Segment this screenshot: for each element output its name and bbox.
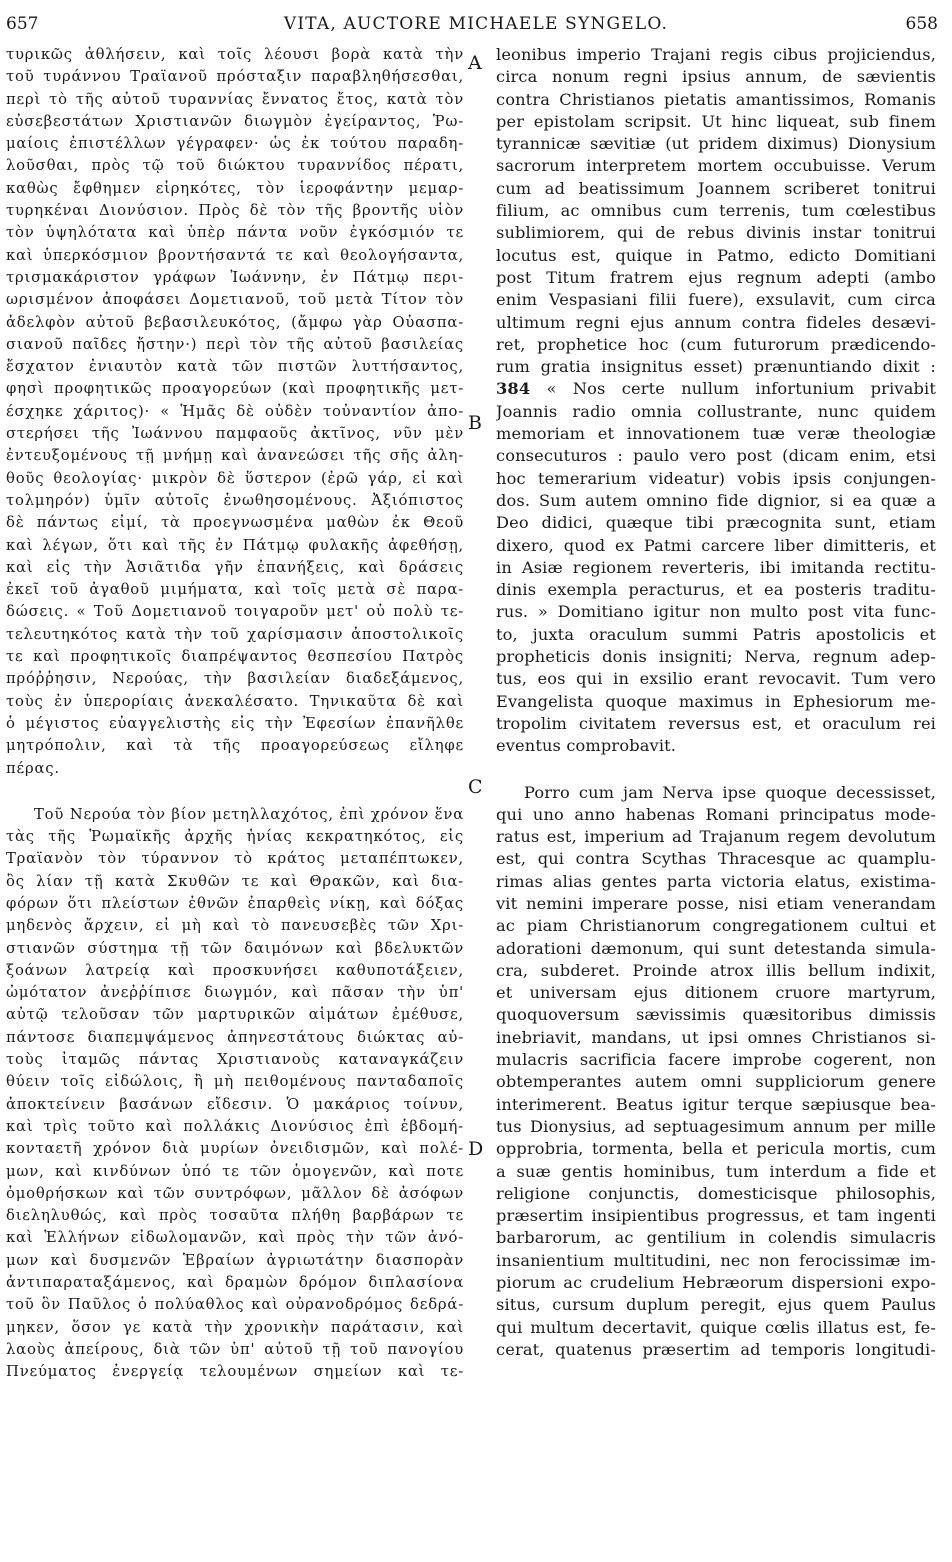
text-line: religione conjunctis, domesticisque philosophis, xyxy=(496,1183,936,1203)
text-line: mulacris sacrificia facere improbe cogerent, non xyxy=(496,1050,936,1070)
text-line: opprobria, tormenta, bella et pericula mortis, cum xyxy=(496,1139,936,1159)
text-line: εὐσεβεστάτων Χριστιανῶν διωγμὸν ἐγείραντος, Ῥω- xyxy=(6,112,464,130)
greek-paragraph-1 xyxy=(6,44,464,780)
text-line: ἀποκτείνειν βασάνων εἴδεσιν. Ὁ μακάριος τοίνυν, xyxy=(6,1095,464,1113)
text-line: μων καὶ δυσμενῶν Ἑβραίων ἀγριωτάτην διασπορὰν xyxy=(6,1251,464,1269)
text-line: θοῦς θεολογίας· μικρὸν δὲ ὕστερον (ἐρῶ γάρ, εἰ καὶ xyxy=(6,469,464,487)
text-line: dinis exempla peracturus, et ea posteris traditu- xyxy=(496,580,936,600)
text-line: cerat, quatenus præsertim ad temporis longitudi- xyxy=(496,1339,936,1359)
text-line: φησὶ προφητικῶς προαγορεύων (καὶ προφητικῆς μετ- xyxy=(6,380,464,398)
text-line: ωρισμένον ἀποφάσει Δομετιανοῦ, τοῦ μετὰ Τίτον τὸν xyxy=(6,291,464,309)
text-line: a suæ gentis hominibus, tum interdum a fide et xyxy=(496,1161,936,1181)
text-line: ὁμοθρήσκων καὶ τῶν συντρόφων, μᾶλλον δὲ ἀσόφων xyxy=(6,1184,464,1202)
latin-paragraph-1-continued xyxy=(496,401,936,758)
text-line: consecuturos : paulo vero post (dicam enim, etsi xyxy=(496,446,936,466)
text-line: λοῦσθαι, πρὸς τῷ τοῦ διώκτου τυραννίδος πέρατι, xyxy=(6,157,464,175)
text-line: qui multum decertavit, quique cœlis illatus est, fe- xyxy=(496,1317,936,1337)
text-line: Joannis radio omnia collustrante, nunc quidem xyxy=(496,401,936,421)
text-line: διεληλυθώς, καὶ πρὸς τοσαῦτα πλήθη βαρβάρων τε xyxy=(6,1207,464,1225)
text-line: δώσεις. « Τοῦ Δομετιανοῦ τοιγαροῦν μετ' οὐ πολὺ τε- xyxy=(6,603,464,621)
text-line: et universam ejus ditionem cruore martyrum, xyxy=(496,983,936,1003)
text-line: καὶ εἰς τὴν Ἀσιᾶτιδα γῆν ἐπανήξεις, καὶ δράσεις xyxy=(6,558,464,576)
text-line: κονταετῆ χρόνον διὰ μυρίων ὀνειδισμῶν, καὶ πολέ- xyxy=(6,1140,464,1158)
text-line: τολμηρόν) ὑμῖν αὐτοῖς ἑνωθησομένους. Ἀξιόπιστος xyxy=(6,491,464,509)
text-line: μων, καὶ κινδύνων ὑπό τε τῶν ὁμογενῶν, καὶ ποτε xyxy=(6,1162,464,1180)
text-line: dos. Sum autem omnino fide dignior, si ea quæ a xyxy=(496,490,936,510)
text-line: interimerent. Beatus igitur terque sæpiusque bea- xyxy=(496,1094,936,1114)
text-line: ἐντευξομένους τῇ μνήμῃ καὶ ἀνανεώσει τῆς σῆς ἀλη- xyxy=(6,447,464,465)
text-line: ξοάνων λατρείᾳ καὶ προσκυνήσει καθυποτάξειεν, xyxy=(6,961,464,979)
page-number-right: 658 xyxy=(905,14,938,34)
text-line: Τοῦ Νερούα τὸν βίον μετηλλαχότος, ἐπὶ χρόνον ἕνα xyxy=(34,805,464,823)
text-line: τελευτηκότος κατὰ τὴν τοῦ χαρίσμασιν ἀποστολικοῖς xyxy=(6,625,464,643)
text-line: cum ad beatissimum Joannem scriberet tonitrui xyxy=(496,178,936,198)
text-line: τὸν ὑψηλότατα καὶ ὑπὲρ πάντα νοῦν ἐγκόσμιόν τε xyxy=(6,224,464,242)
text-line: piorum ac crudelium Hebræorum dispersioni expo- xyxy=(496,1273,936,1293)
text-line: memoriam et innovationem tuæ veræ theologiæ xyxy=(496,424,936,444)
text-line: σιανοῦ παῖδες ἤστην·) περὶ τὸν τῆς αὐτοῦ βασιλείας xyxy=(6,335,464,353)
text-line: Deo didici, quæque tibi præcognita sunt, etiam xyxy=(496,513,936,533)
text-line: est, qui contra Scythas Thracesque ac quamplu- xyxy=(496,849,936,869)
text-line: αὐτῷ τελοῦσαν τῶν μαρτυρικῶν αἱμάτων ἐμέθυσε, xyxy=(6,1006,464,1024)
text-line: τοῦ τυράννου Τραϊανοῦ πρόσταξιν παραβληθήσεσθαι, xyxy=(6,68,464,86)
text-line: cra, subderet. Proinde atrox illis bellum indixit, xyxy=(496,960,936,980)
text-line: ἐκεῖ τοῦ ἀγαθοῦ μιμήματα, καὶ τοῖς μετὰ σὲ παρα- xyxy=(6,581,464,599)
text-line: τοὺς ἰταμῶς πάντας Χριστιανοὺς καταναγκάζειν xyxy=(6,1051,464,1069)
text-line: ratus est, imperium ad Trajanum regem devolutum xyxy=(496,827,936,847)
text-line: in Asiæ regionem reverteris, ibi imitanda rectitu- xyxy=(496,557,936,577)
text-line: μηδενὸς ἄρχειν, εἰ μὴ καὶ τὸ πανευσεβὲς τῶν Χρι- xyxy=(6,917,464,935)
text-line: sublimiorem, qui de rebus divinis instar tonitrui xyxy=(496,223,936,243)
text-line: ὠμότατον ἀνεῤῥίπισε διωγμόν, καὶ πᾶσαν τὴν ὑπ' xyxy=(6,984,464,1002)
text-line: tus Dionysius, ad septuagesimum annum per mille xyxy=(496,1116,936,1136)
text-line: insanientium multitudini, nec non ferocissimæ im- xyxy=(496,1250,936,1270)
text-line: ὁ μέγιστος εὐαγγελιστὴς εἰς τὴν Ἐφεσίων ἐπανῆλθε xyxy=(6,714,464,732)
text-line: ret, prophetice hoc (cum futurorum prædicendo- xyxy=(496,334,936,354)
text-line: μηκεν, ὅσον γε κατὰ τὴν χρονικὴν παράτασιν, καὶ xyxy=(6,1318,464,1336)
page-number-left: 657 xyxy=(6,14,39,34)
running-title: VITA, AUCTORE MICHAELE SYNGELO. xyxy=(283,14,669,34)
text-line: tropolim civitatem reversus est, et oraculum rei xyxy=(496,713,936,733)
text-line: τυρικῶς ἀθλήσειν, καὶ τοῖς λέουσι βορὰ κατὰ τὴν xyxy=(6,46,464,63)
text-line: φόρων ὅτι πλείστων ἐθνῶν ἐπαρθεὶς νίκῃ, καὶ δόξας xyxy=(6,894,464,912)
margin-marker-d: D xyxy=(468,1138,484,1160)
text-line: περὶ τὸ τῆς αὐτοῦ τυραννίας ἔννατος ἔτος, κατὰ τὸν xyxy=(6,90,464,108)
text-line: quoquoversum sævissimis quæsitoribus dimissis xyxy=(496,1005,936,1025)
text-line: τυρηκέναι Διονύσιον. Πρὸς δὲ τὸν τῆς βροντῆς υἱὸν xyxy=(6,202,464,220)
text-line: έσχηκε χάριτος)· « Ἡμᾶς δὲ οὐδὲν τοὐναντίον ἀπο- xyxy=(6,402,464,420)
text-line: barbarorum, ac gentilium in colendis simulacris xyxy=(496,1228,936,1248)
text-line: Porro cum jam Nerva ipse quoque decessisset, xyxy=(524,782,936,802)
text-line: dixero, quod ex Patmi carcere liber dimitteris, et xyxy=(496,535,936,555)
text-line: ἀδελφὸν αὐτοῦ βεβασιλευκότος, (ἄμφω γὰρ Οὐασπα- xyxy=(6,313,464,331)
text-line: ἔσχατον ἐνιαυτὸν κατὰ τῶν πιστῶν λυττήσαντος, xyxy=(6,358,464,376)
greek-column xyxy=(6,44,464,1384)
text-line: obtemperantes autem omni suppliciorum genere xyxy=(496,1072,936,1092)
latin-chapter-line xyxy=(496,378,936,400)
latin-text-line: « Nos certe nullum infortunium privabit xyxy=(530,379,936,399)
text-line: δὲ πάντως εἰμί, τὰ προεγνωσμένα μαθὼν ἐκ Θεοῦ xyxy=(6,514,464,532)
text-line: to, juxta oraculum summi Patris apostolicis et xyxy=(496,624,936,644)
text-line: Τραϊανὸν τὸν τύραννον τὸ κράτος μεταπέπτωκεν, xyxy=(6,850,464,868)
text-line: τρισμακάριστον γράφων Ἰωάννην, ἐν Πάτμῳ περι- xyxy=(6,268,464,286)
text-line: ac piam Christianorum congregationem cultui et xyxy=(496,916,936,936)
latin-paragraph-2 xyxy=(496,782,936,1362)
text-line: eventus comprobavit. xyxy=(496,736,677,756)
latin-paragraph-1 xyxy=(496,44,936,378)
text-line: rimas alias gentes parta victoria elatus, existima- xyxy=(496,871,936,891)
text-line: καὶ τρὶς τοῦτο καὶ πολλάκις Διονύσιος ἐπὶ ἑβδομή- xyxy=(6,1117,464,1135)
text-line: πέρας. xyxy=(6,759,60,777)
text-line: qui uno anno habenas Romani principatus mode- xyxy=(496,804,936,824)
text-line: locutus est, quique in Patmo, edicto Domitiani xyxy=(496,245,936,265)
text-line: καὶ ὑπερκόσμιον βροντήσαντά τε καὶ θεολογήσαντα, xyxy=(6,246,464,264)
text-line: enim Vespasiani filii fuere), exsulavit, cum circa xyxy=(496,290,936,310)
text-line: Πνεύματος ἐνεργείᾳ τελουμένων σημείων καὶ τε- xyxy=(6,1363,464,1381)
text-line: καὶ Ἑλλήνων εἰδωλομανῶν, καὶ πρὸς τὴν τῶν ἀνό- xyxy=(6,1229,464,1247)
text-line: θύειν τοῖς εἰδώλοις, ἢ μὴ πειθομένους πανταδαποῖς xyxy=(6,1073,464,1091)
text-line: adorationi dæmonum, qui sunt detestanda simula- xyxy=(496,938,936,958)
text-line: inebriavit, mandans, ut ipsi omnes Christianos si- xyxy=(496,1027,936,1047)
text-line: ἀντιπαραταξάμενος, καὶ δραμὼν δρόμον διπλασίονα xyxy=(6,1274,464,1292)
text-line: Evangelista quoque maximus in Ephesiorum me- xyxy=(496,691,936,711)
text-line: ὃς λίαν τῇ κατὰ Σκυθῶν τε καὶ Θρακῶν, καὶ δια- xyxy=(6,872,464,890)
text-line: propheticis donis insigniti; Nerva, regnum adep- xyxy=(496,647,936,667)
text-line: καθὼς ἔφθημεν εἰρηκότες, τὸν ἱεροφάντην μεμαρ- xyxy=(6,179,464,197)
greek-paragraph-2 xyxy=(6,804,464,1384)
text-line: καὶ λέγων, ὅτι καὶ τῆς ἐν Πάτμῳ φυλακῆς ἀφεθήσῃ, xyxy=(6,536,464,554)
running-header xyxy=(0,6,952,36)
text-line: vit nemini imperare posse, nisi etiam venerandam xyxy=(496,893,936,913)
text-line: præsertim insipientibus progressus, et tam ingenti xyxy=(496,1206,936,1226)
text-line: leonibus imperio Trajani regis cibus projiciendus, xyxy=(496,45,936,64)
text-line: πρόῤῥησιν, Νερούας, τὴν βασιλείαν διαδεξάμενος, xyxy=(6,670,464,688)
text-line: στερήσει τῆς Ἰωάννου παμφαοῦς ἀκτῖνος, νῦν μὲν xyxy=(6,425,464,443)
text-line: filium, ac omnibus cum terrenis, tum cœlestibus xyxy=(496,201,936,221)
text-line: ultimum regni ejus annum contra fideles desævi- xyxy=(496,312,936,332)
text-line: contra Christianos pietatis amantissimos, Romanis xyxy=(496,89,936,109)
margin-marker-b: B xyxy=(468,412,482,434)
text-line: τε καὶ προφητικοῖς διαπρέψαντος θεσπεσίου Πατρὸς xyxy=(6,648,464,666)
text-line: τὰς τῆς Ῥωμαϊκῆς ἀρχῆς ἡνίας κεκρατηκότος, εἰς xyxy=(6,828,464,846)
text-line: per epistolam scripsit. Ut hinc liqueat, sub finem xyxy=(496,111,936,131)
text-line: tus, eos qui in exsilio erant revocavit. Tum vero xyxy=(496,669,936,689)
text-line: στιανῶν σύστημα τῇ τῶν δαιμόνων καὶ βδελυκτῶν xyxy=(6,939,464,957)
text-line: rum gratia insignitus esset) prænuntiando dixit : xyxy=(496,357,936,377)
text-line: hoc temerarium videatur) vobis ipsis conjungen- xyxy=(496,468,936,488)
chapter-number: 384 xyxy=(496,379,531,399)
text-line: μαίοις ἐπιστέλλων γέγραφεν· ὡς ἐκ τούτου παραδη- xyxy=(6,135,464,153)
text-line: sacrorum interpretem mortem occubuisse. Verum xyxy=(496,156,936,176)
text-line: tyrannicæ sævitiæ (ut pridem diximus) Dionysium xyxy=(496,134,936,154)
text-line: situs, cursum duplum peregit, ejus quem Paulus xyxy=(496,1295,936,1315)
text-line: λαοὺς ἀπείρους, διὰ τῶν ὑπ' αὐτοῦ τῇ τοῦ πανογίου xyxy=(6,1340,464,1358)
text-line: τοὺς ἐν ὑπερορίαις ἀνεκαλέσατο. Τηνικαῦτα δὲ καὶ xyxy=(6,692,464,710)
latin-column xyxy=(496,44,936,1361)
text-line: circa nonum regni ipsius annum, de sævientis xyxy=(496,67,936,87)
text-line: μητρόπολιν, καὶ τὰ τῆς προαγορεύσεως εἴληφε xyxy=(6,737,464,755)
text-line: τοῦ ὃν Παῦλος ὁ πολύαθλος καὶ οὐρανοδρόμος δεδρά- xyxy=(6,1296,464,1314)
text-line: rus. » Domitiano igitur non multo post vita func- xyxy=(496,602,936,622)
text-line: πάντοσε διαπεμψάμενος ἀπηνεστάτους διώκτας αὐ- xyxy=(6,1028,464,1046)
margin-marker-c: C xyxy=(468,776,483,798)
margin-marker-a: A xyxy=(468,52,482,74)
text-line: post Titum fratrem ejus regnum adepti (ambo xyxy=(496,267,936,287)
